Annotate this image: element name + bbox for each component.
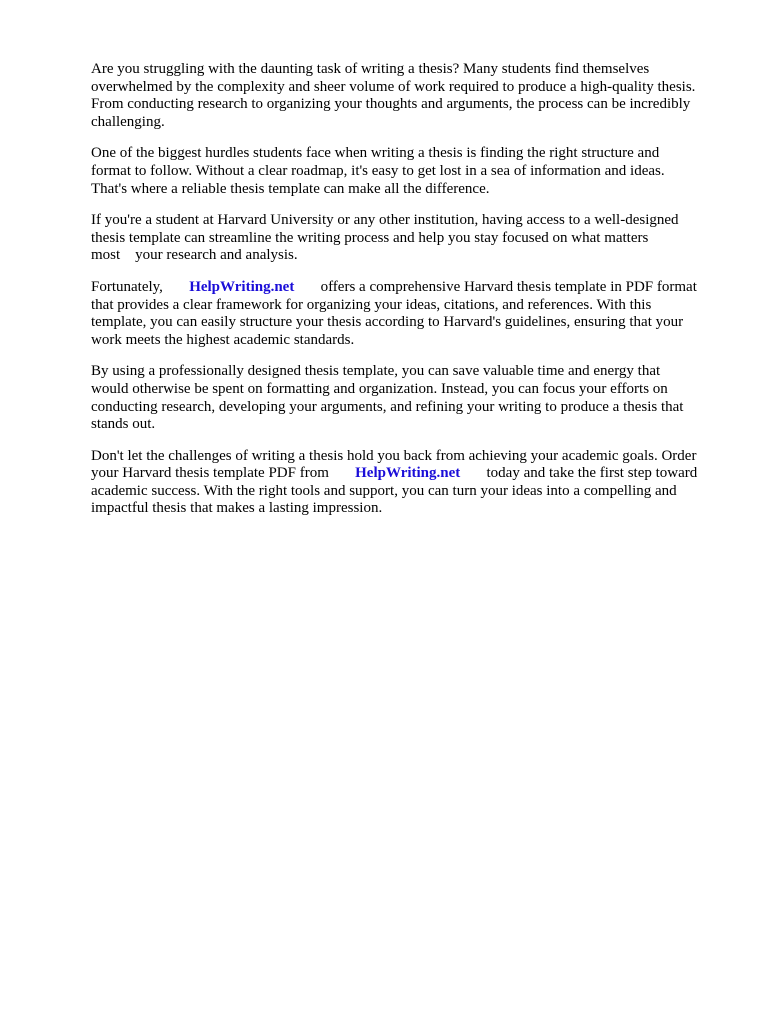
text-line: stands out. xyxy=(91,416,156,433)
text-line: If you're a student at Harvard University or any other institution, having access to a well-designed xyxy=(91,212,679,229)
text-line: That's where a reliable thesis template can make all the difference. xyxy=(91,180,490,197)
text-line: From conducting research to organizing your thoughts and arguments, the process can be incredibly xyxy=(91,96,691,113)
text-line: overwhelmed by the complexity and sheer volume of work required to produce a high-quality thesis. xyxy=(91,78,696,95)
text-line: thesis template can streamline the writing process and help you stay focused on what matters xyxy=(91,229,649,246)
paragraph-fortunately xyxy=(91,279,719,349)
text-segment: offers a comprehensive Harvard thesis template in PDF format xyxy=(294,278,697,295)
text-line: challenging. xyxy=(91,113,165,130)
helpwriting-link[interactable]: HelpWriting.net xyxy=(355,465,461,482)
paragraph-harvard xyxy=(91,212,719,265)
text-segment: Fortunately, xyxy=(91,278,190,295)
text-line: work meets the highest academic standards. xyxy=(91,331,355,348)
text-segment: today and take the first step toward xyxy=(460,465,698,482)
text-line: Are you struggling with the daunting task of writing a thesis? Many students find themselves xyxy=(91,61,650,77)
text-line: would otherwise be spent on formatting and organization. Instead, you can focus your efforts on xyxy=(91,380,668,397)
paragraph-hurdles xyxy=(91,145,719,198)
text-line: By using a professionally designed thesis template, you can save valuable time and energy that xyxy=(91,363,661,380)
text-line: Don't let the challenges of writing a thesis hold you back from achieving your academic goals. Order xyxy=(91,447,697,464)
text-line: template, you can easily structure your thesis according to Harvard's guidelines, ensuring that your xyxy=(91,314,684,331)
paragraph-intro xyxy=(91,61,719,131)
text-line: format to follow. Without a clear roadmap, it's easy to get lost in a sea of information and ideas. xyxy=(91,162,665,179)
text-line: conducting research, developing your arguments, and refining your writing to produce a thesis that xyxy=(91,398,684,415)
text-line: academic success. With the right tools and support, you can turn your ideas into a compelling and xyxy=(91,482,677,499)
document-body xyxy=(91,61,719,518)
text-line: One of the biggest hurdles students face when writing a thesis is finding the right structure and xyxy=(91,145,660,162)
paragraph-call-to-action xyxy=(91,448,719,518)
text-segment: your Harvard thesis template PDF from xyxy=(91,465,356,482)
paragraph-save-time xyxy=(91,363,719,433)
text-line: that provides a clear framework for organizing your ideas, citations, and references. With this xyxy=(91,296,652,313)
text-line-with-link xyxy=(91,279,719,297)
text-line: most your research and analysis. xyxy=(91,247,298,264)
text-line-with-link xyxy=(91,465,719,483)
helpwriting-link[interactable]: HelpWriting.net xyxy=(189,278,295,295)
text-line: impactful thesis that makes a lasting impression. xyxy=(91,500,383,517)
